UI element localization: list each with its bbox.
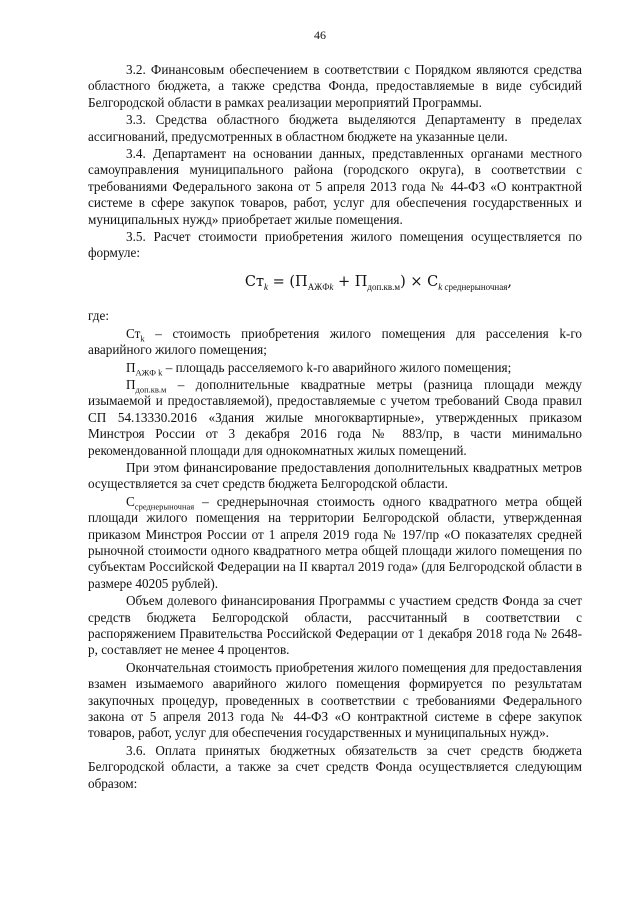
formula-close: ) ×: [400, 273, 428, 290]
paragraph-3-5: 3.5. Расчет стоимости приобретения жилого помещения осуществляется по формуле:: [88, 229, 582, 261]
symbol-pazhf: П: [126, 359, 136, 375]
formula-lhs: Ст: [244, 273, 264, 290]
page-number: 46: [314, 28, 326, 42]
definition-pazhf: [88, 360, 582, 376]
formula-term3: С: [427, 273, 439, 290]
definition-c: [88, 494, 582, 592]
cost-formula: [88, 274, 582, 290]
formula-lhs-sub: k: [264, 281, 268, 292]
paragraph-final-cost: Окончательная стоимость приобретения жилого помещения для предоставления взамен изымаемого аварийного жилого помещения формируется по результатам закупочных процедур, проведенных в соответствии с требованиями Федерального закона от 5 апреля 2013 года № 44-ФЗ «О контрактной системе в сфере закупок товаров, работ, услуг для обеспечения государственных и муниципальных нужд».: [88, 659, 582, 741]
symbol-pazhf-sub: АЖФ k: [135, 367, 163, 378]
formula-plus: +: [333, 273, 355, 290]
formula-eq: = (: [268, 273, 296, 290]
definition-pazhf-text: – площадь расселяемого k-го аварийного жилого помещения;: [162, 359, 512, 375]
formula-term1-sub-k: k: [329, 281, 334, 292]
formula-term1-sub-text: АЖФ: [307, 281, 330, 292]
formula-term3-sub-k: k: [438, 281, 443, 292]
where-label: где:: [88, 308, 109, 324]
formula-term3-sub-text: среднерыночная: [442, 281, 508, 292]
formula-term3-sub: [438, 282, 507, 292]
symbol-pdop-sub: доп.кв.м: [135, 384, 167, 395]
symbol-c: С: [126, 493, 135, 509]
paragraph-financing: При этом финансирование предоставления дополнительных квадратных метров осуществляется за счет средств бюджета Белгородской области.: [88, 459, 582, 492]
definition-st: [88, 326, 582, 359]
document-body: [88, 62, 582, 793]
symbol-st: Ст: [126, 325, 141, 341]
formula-term2-sub: доп.кв.м: [367, 281, 401, 292]
definition-pdop-text: – дополнительные квадратные метры (разница площади между изымаемой и предоставляемой), предоставляемые с учетом требований Свода правил СП 54.13330.2016 «Здания жилые многоквартирные», утвержденных приказом Минстроя России от 3 декабря 2016 года № 883/пр, в части минимально рекомендованной площади для однокомнатных жилых помещений.: [88, 376, 582, 458]
formula-term1-sub: [308, 282, 334, 292]
definition-pdop: [88, 377, 582, 459]
paragraph-3-3: 3.3. Средства областного бюджета выделяются Департаменту в пределах ассигнований, предусмотренных в областном бюджете на указанные цели.: [88, 112, 582, 144]
paragraph-3-2: 3.2. Финансовым обеспечением в соответствии с Порядком являются средства областного бюджета, а также средства Фонда, предоставляемые в виде субсидий Белгородской области в рамках реализации мероприятий Программы.: [88, 62, 582, 110]
paragraph-3-4: 3.4. Департамент на основании данных, представленных органами местного самоуправления муниципального района (городского округа), в соответствии с требованиями Федерального закона от 5 апреля 2013 года № 44-ФЗ «О контрактной системе в сфере закупок товаров, работ, услуг для обеспечения государственных и муниципальных нужд» приобретает жилые помещения.: [88, 146, 582, 227]
formula-term2: П: [354, 273, 368, 290]
formula-term1: П: [295, 273, 308, 290]
symbol-pdop: П: [126, 376, 136, 392]
paragraph-volume: Объем долевого финансирования Программы с участием средств Фонда за счет средств бюджета Белгородской области, рассчитанный в соответствии с распоряжением Правительства Российской Федерации от 1 декабря 2018 года № 2648-р, составляет не менее 4 процентов.: [88, 593, 582, 658]
symbol-c-sub: среднерыночная: [134, 501, 195, 512]
definition-c-text: – среднерыночная стоимость одного квадратного метра общей площади жилого помещения на территории Белгородской области, утвержденная приказом Минстроя России от 1 апреля 2019 года № 197/пр «О показателях средней рыночной стоимости одного квадратного метра общей площади жилого помещения по субъектам Российской Федерации на II квартал 2019 года» (для Белгородской области в размере 40205 рублей).: [88, 493, 582, 591]
formula-end: ,: [507, 273, 512, 290]
definition-st-text: – стоимость приобретения жилого помещения для расселения k-го аварийного жилого помещения;: [88, 325, 582, 358]
paragraph-3-6: 3.6. Оплата принятых бюджетных обязательств за счет средств бюджета Белгородской области, а также за счет средств Фонда осуществляется следующим образом:: [88, 742, 582, 791]
symbol-st-sub: k: [140, 333, 145, 344]
